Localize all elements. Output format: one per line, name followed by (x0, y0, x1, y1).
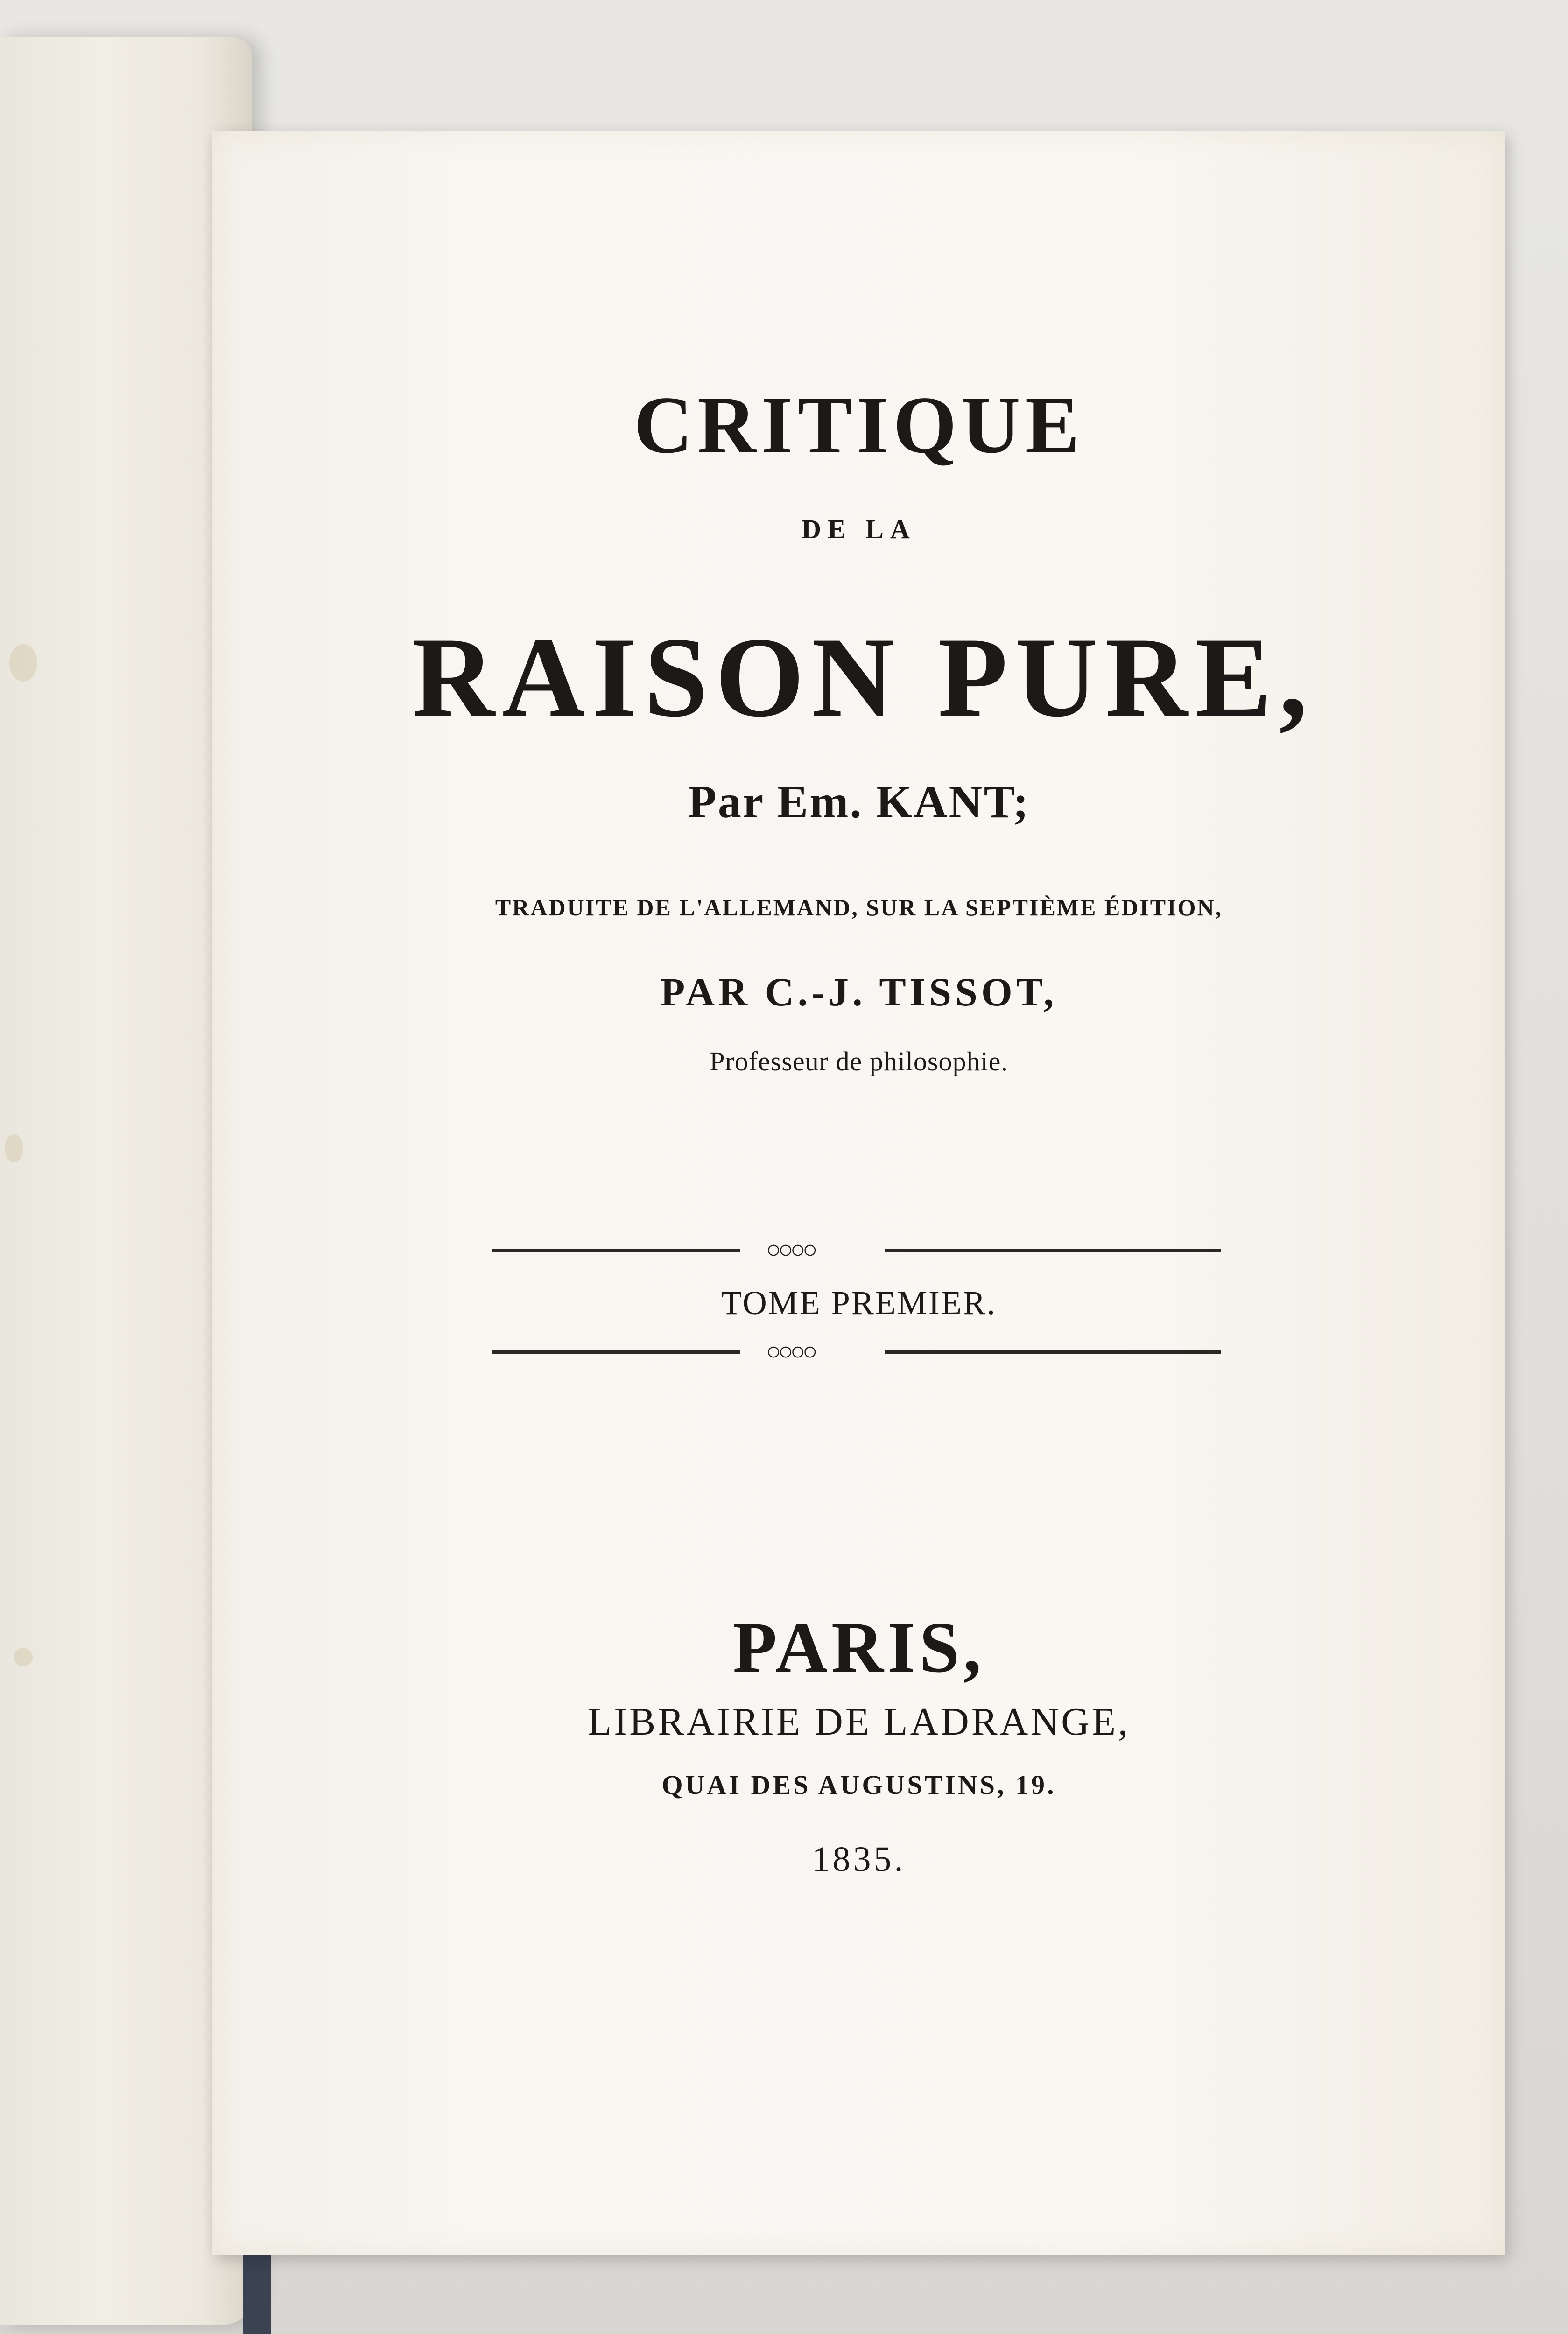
imprint-address: QUAI DES AUGUSTINS, 19. (661, 1770, 1056, 1800)
imprint-publisher: LIBRAIRIE DE LADRANGE, (587, 1700, 1131, 1743)
foxing-spot (5, 1134, 23, 1162)
ornamental-rule-bottom-right (885, 1350, 1221, 1354)
volume-label: TOME PREMIER. (721, 1284, 997, 1322)
translation-note: TRADUITE DE L'ALLEMAND, SUR LA SEPTIÈME ÉDITION, (495, 894, 1223, 921)
title-page (212, 131, 1505, 2255)
ornament-top: ○○○○ (768, 1238, 817, 1260)
imprint-year: 1835. (812, 1840, 906, 1879)
binding-bottom (243, 2241, 271, 2334)
ornamental-rule-top (492, 1249, 740, 1252)
book-title: CRITIQUE (633, 380, 1084, 470)
translator-title: Professeur de philosophie. (710, 1046, 1008, 1076)
author-line: Par Em. KANT; (688, 776, 1030, 828)
ornament-bottom: ○○○○ (768, 1340, 817, 1362)
ornamental-rule-top-right (885, 1249, 1221, 1252)
title-connector: DE LA (802, 514, 916, 544)
ornamental-rule-bottom (492, 1350, 740, 1354)
translator-line: PAR C.-J. TISSOT, (660, 970, 1058, 1014)
foxing-spot (9, 644, 37, 682)
imprint-city: PARIS, (732, 1607, 985, 1687)
foxing-spot (14, 1648, 33, 1666)
book-subtitle: RAISON PURE, (412, 614, 1315, 740)
